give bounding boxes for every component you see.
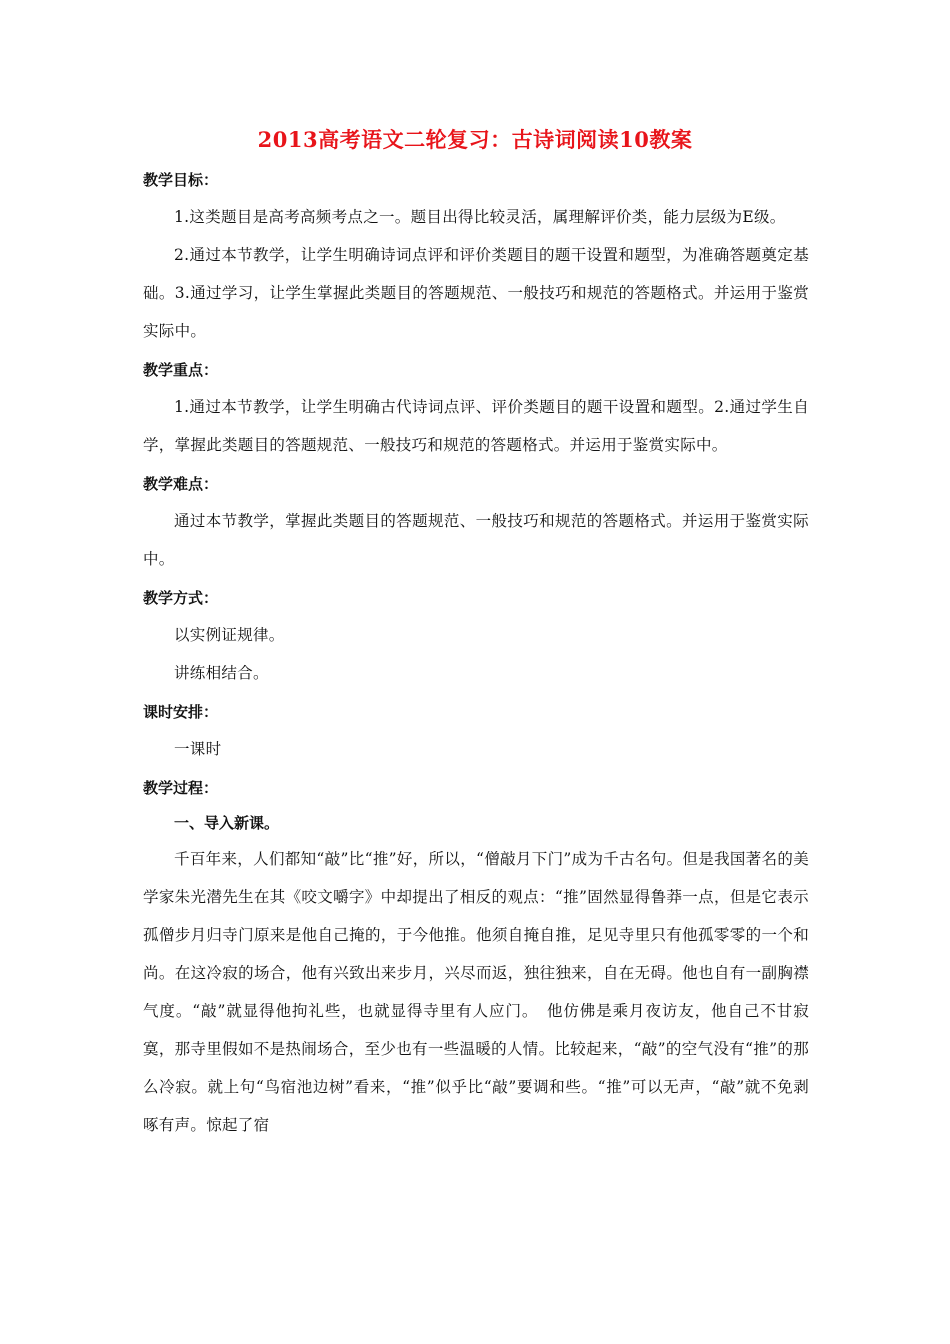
heading-schedule: 课时安排： <box>143 703 219 721</box>
methods-paragraph-1: 以实例证规律。 <box>174 626 285 644</box>
methods-paragraph-2: 讲练相结合。 <box>174 664 269 682</box>
heading-goals: 教学目标： <box>143 171 219 189</box>
heading-keypoints: 教学重点： <box>143 361 219 379</box>
goals-paragraph-2: 2.通过本节教学，让学生明确诗词点评和评价类题目的题干设置和题型，为准确答题奠定基础。3.通过学习，让学生掌握此类题目的答题规范、一般技巧和规范的答题格式。并运用于鉴赏实际中。 <box>143 246 809 340</box>
heading-process: 教学过程： <box>143 779 219 797</box>
document-title: 2013高考语文二轮复习：古诗词阅读10教案 <box>257 127 693 152</box>
schedule-paragraph-1: 一课时 <box>174 740 222 758</box>
difficulties-paragraph-1: 通过本节教学，掌握此类题目的答题规范、一般技巧和规范的答题格式。并运用于鉴赏实际中。 <box>143 512 809 568</box>
process-subheading-1: 一、导入新课。 <box>174 814 280 832</box>
heading-difficulties: 教学难点： <box>143 475 219 493</box>
heading-methods: 教学方式： <box>143 589 219 607</box>
process-paragraph-1: 千百年来，人们都知“敲”比“推”好，所以，“僧敲月下门”成为千古名句。但是我国著名的美学家朱光潜先生在其《咬文嚼字》中却提出了相反的观点：“推”固然显得鲁莽一点，但是它表示孤僧步月归寺门原来是他自己掩的，于今他推。他须自掩自推，足见寺里只有他孤零零的一个和尚。在这冷寂的场合，他有兴致出来步月，兴尽而返，独往独来，自在无碍。他也自有一副胸襟气度。“敲”就显得他拘礼些，也就显得寺里有人应门。 他仿佛是乘月夜访友，他自己不甘寂寞，那寺里假如不是热闹场合，至少也有一些温暖的人情。比较起来，“敲”的空气没有“推”的那么冷寂。就上句“鸟宿池边树”看来，“推”似乎比“敲”要调和些。“推”可以无声，“敲”就不免剥啄有声。惊起了宿 <box>143 850 809 1134</box>
document-body <box>143 160 809 1144</box>
goals-paragraph-1: 1.这类题目是高考高频考点之一。题目出得比较灵活，属理解评价类，能力层级为E级。 <box>174 208 786 226</box>
keypoints-paragraph-1: 1.通过本节教学，让学生明确古代诗词点评、评价类题目的题干设置和题型。2.通过学生自学，掌握此类题目的答题规范、一般技巧和规范的答题格式。并运用于鉴赏实际中。 <box>143 398 809 454</box>
